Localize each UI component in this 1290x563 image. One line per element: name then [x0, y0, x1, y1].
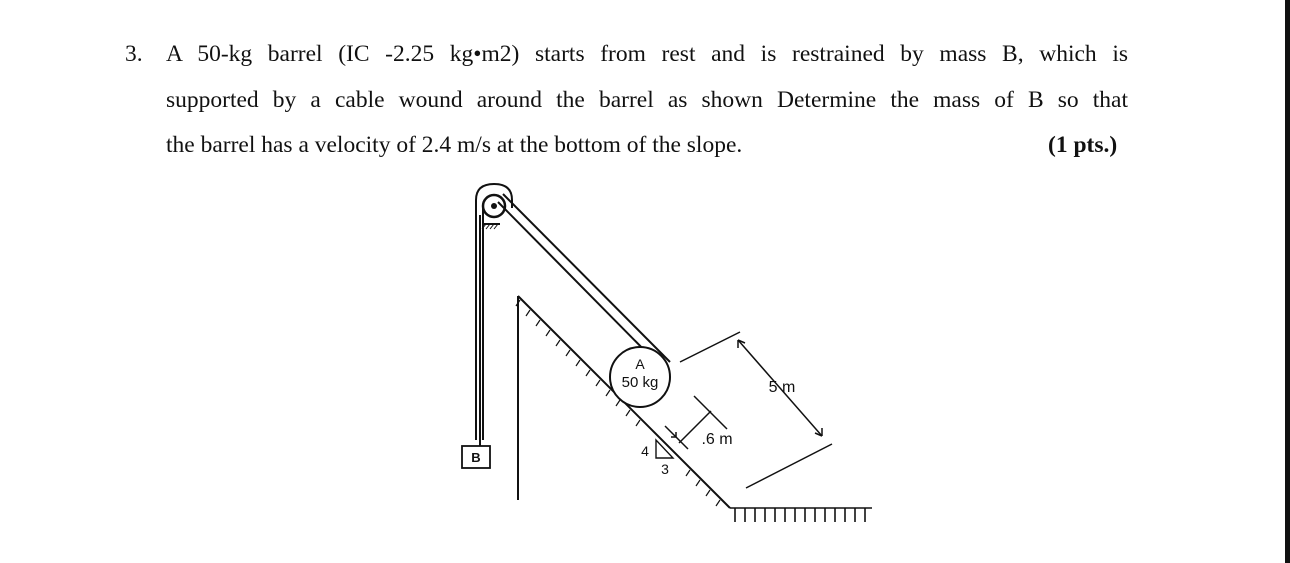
- ground: [730, 508, 872, 522]
- barrel-mass: 50 kg: [621, 374, 659, 391]
- length-dimension: [680, 332, 832, 488]
- pulley-post: [476, 184, 512, 440]
- slope-run-label: 3: [661, 461, 669, 477]
- problem-text-line-2: supported by a cable wound around the barrel as shown Determine the mass of B so that: [166, 87, 1128, 113]
- problem-number: 3.: [125, 41, 143, 67]
- cable-to-barrel: [498, 194, 670, 362]
- incline-hatching: [516, 300, 720, 506]
- offset-dimension-label: .6 m: [701, 431, 733, 448]
- problem-points: (1 pts.): [1048, 132, 1118, 158]
- length-dimension-label: 5 m: [768, 379, 796, 396]
- problem-text-line-1: A 50-kg barrel (IC -2.25 kg•m2) starts from rest and is restrained by mass B, which is: [166, 41, 1128, 67]
- barrel-letter: A: [635, 356, 645, 372]
- slope-rise-label: 4: [641, 443, 649, 459]
- problem-text-line-3: the barrel has a velocity of 2.4 m/s at the bottom of the slope.: [166, 132, 743, 158]
- block-b-label: B: [471, 450, 481, 465]
